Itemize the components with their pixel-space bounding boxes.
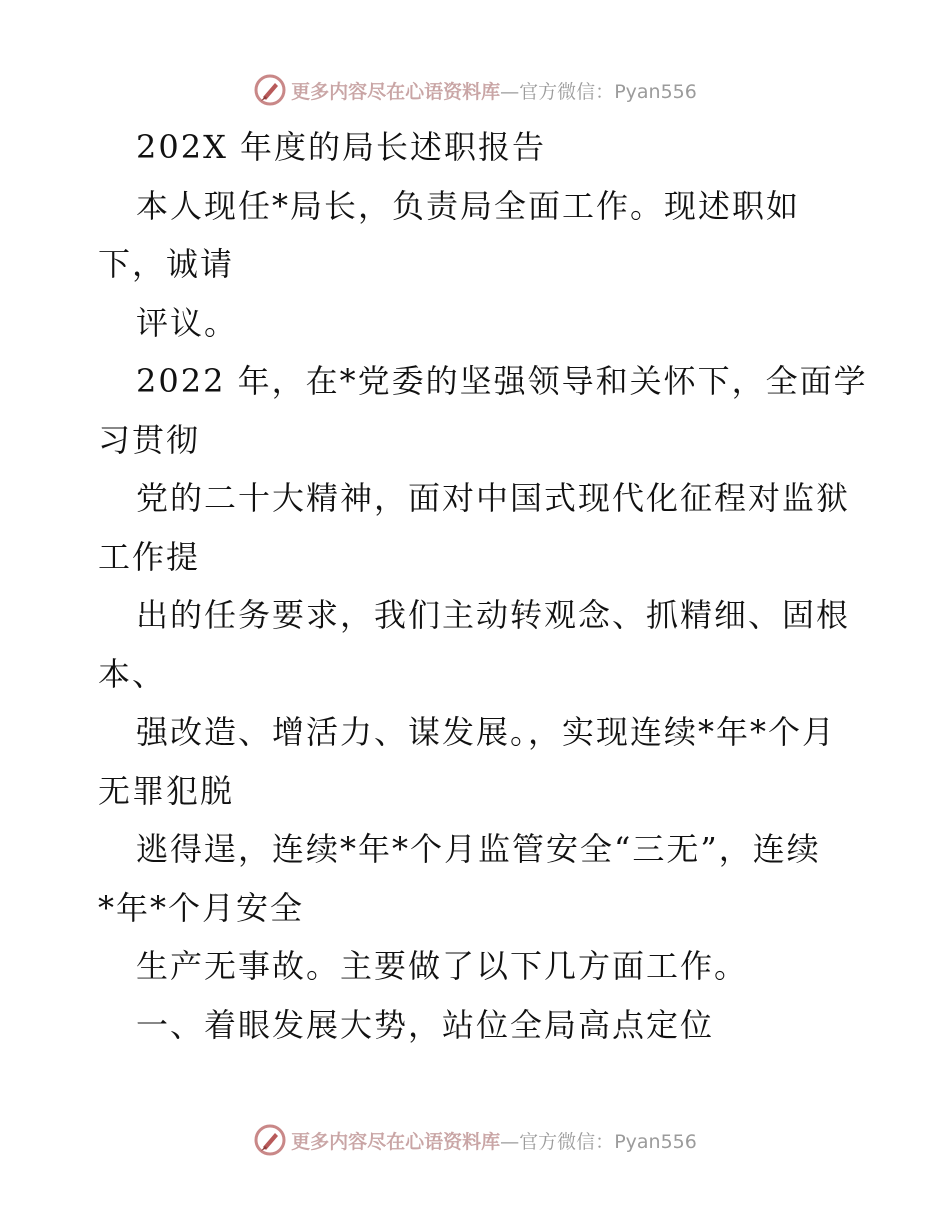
- text-line: 本、: [98, 654, 167, 693]
- watermark-site-text: 更多内容尽在心语资料库: [291, 1130, 501, 1153]
- text-line: 党的二十大精神，面对中国式现代化征程对监狱: [136, 479, 851, 517]
- watermark-banner-top: [0, 70, 950, 110]
- text-line: 评议。: [136, 303, 239, 342]
- watermark-banner-bottom: [0, 1120, 950, 1160]
- watermark-official-label: 官方微信：: [519, 1130, 615, 1153]
- text-line: 202X 年度的局长述职报告: [136, 128, 547, 166]
- text-line: 一、着眼发展大势，站位全局高点定位: [136, 1005, 715, 1044]
- text-line: 工作提: [98, 537, 201, 576]
- text-line: *年*个月安全: [98, 888, 305, 927]
- text-line: 生产无事故。主要做了以下几方面工作。: [136, 947, 749, 985]
- pen-nib-circle-icon: [253, 1123, 287, 1157]
- watermark-handle: Pyan556: [614, 80, 697, 103]
- text-line: 出的任务要求，我们主动转观念、抓精细、固根: [136, 596, 851, 634]
- text-line: 无罪犯脱: [98, 771, 235, 810]
- text-line: 习贯彻: [98, 420, 201, 459]
- text-line: 本人现任*局长，负责局全面工作。现述职如: [136, 186, 801, 225]
- pen-nib-circle-icon: [253, 73, 287, 107]
- text-line: 逃得逞，连续*年*个月监管安全“三无”，连续: [136, 830, 821, 868]
- watermark-text: [291, 1127, 697, 1154]
- document-body: [98, 118, 868, 1054]
- watermark-site-text: 更多内容尽在心语资料库: [291, 80, 501, 103]
- text-line: 下，诚请: [98, 245, 235, 283]
- watermark-handle: Pyan556: [614, 1130, 697, 1153]
- watermark-dash: —: [500, 80, 520, 103]
- watermark-official-label: 官方微信：: [519, 80, 615, 103]
- watermark-text: [291, 77, 697, 104]
- text-line: 2022 年，在*党委的坚强领导和关怀下，全面学: [136, 362, 868, 400]
- watermark-dash: —: [500, 1130, 520, 1153]
- text-line: 强改造、增活力、谋发展。，实现连续*年*个月: [136, 713, 837, 751]
